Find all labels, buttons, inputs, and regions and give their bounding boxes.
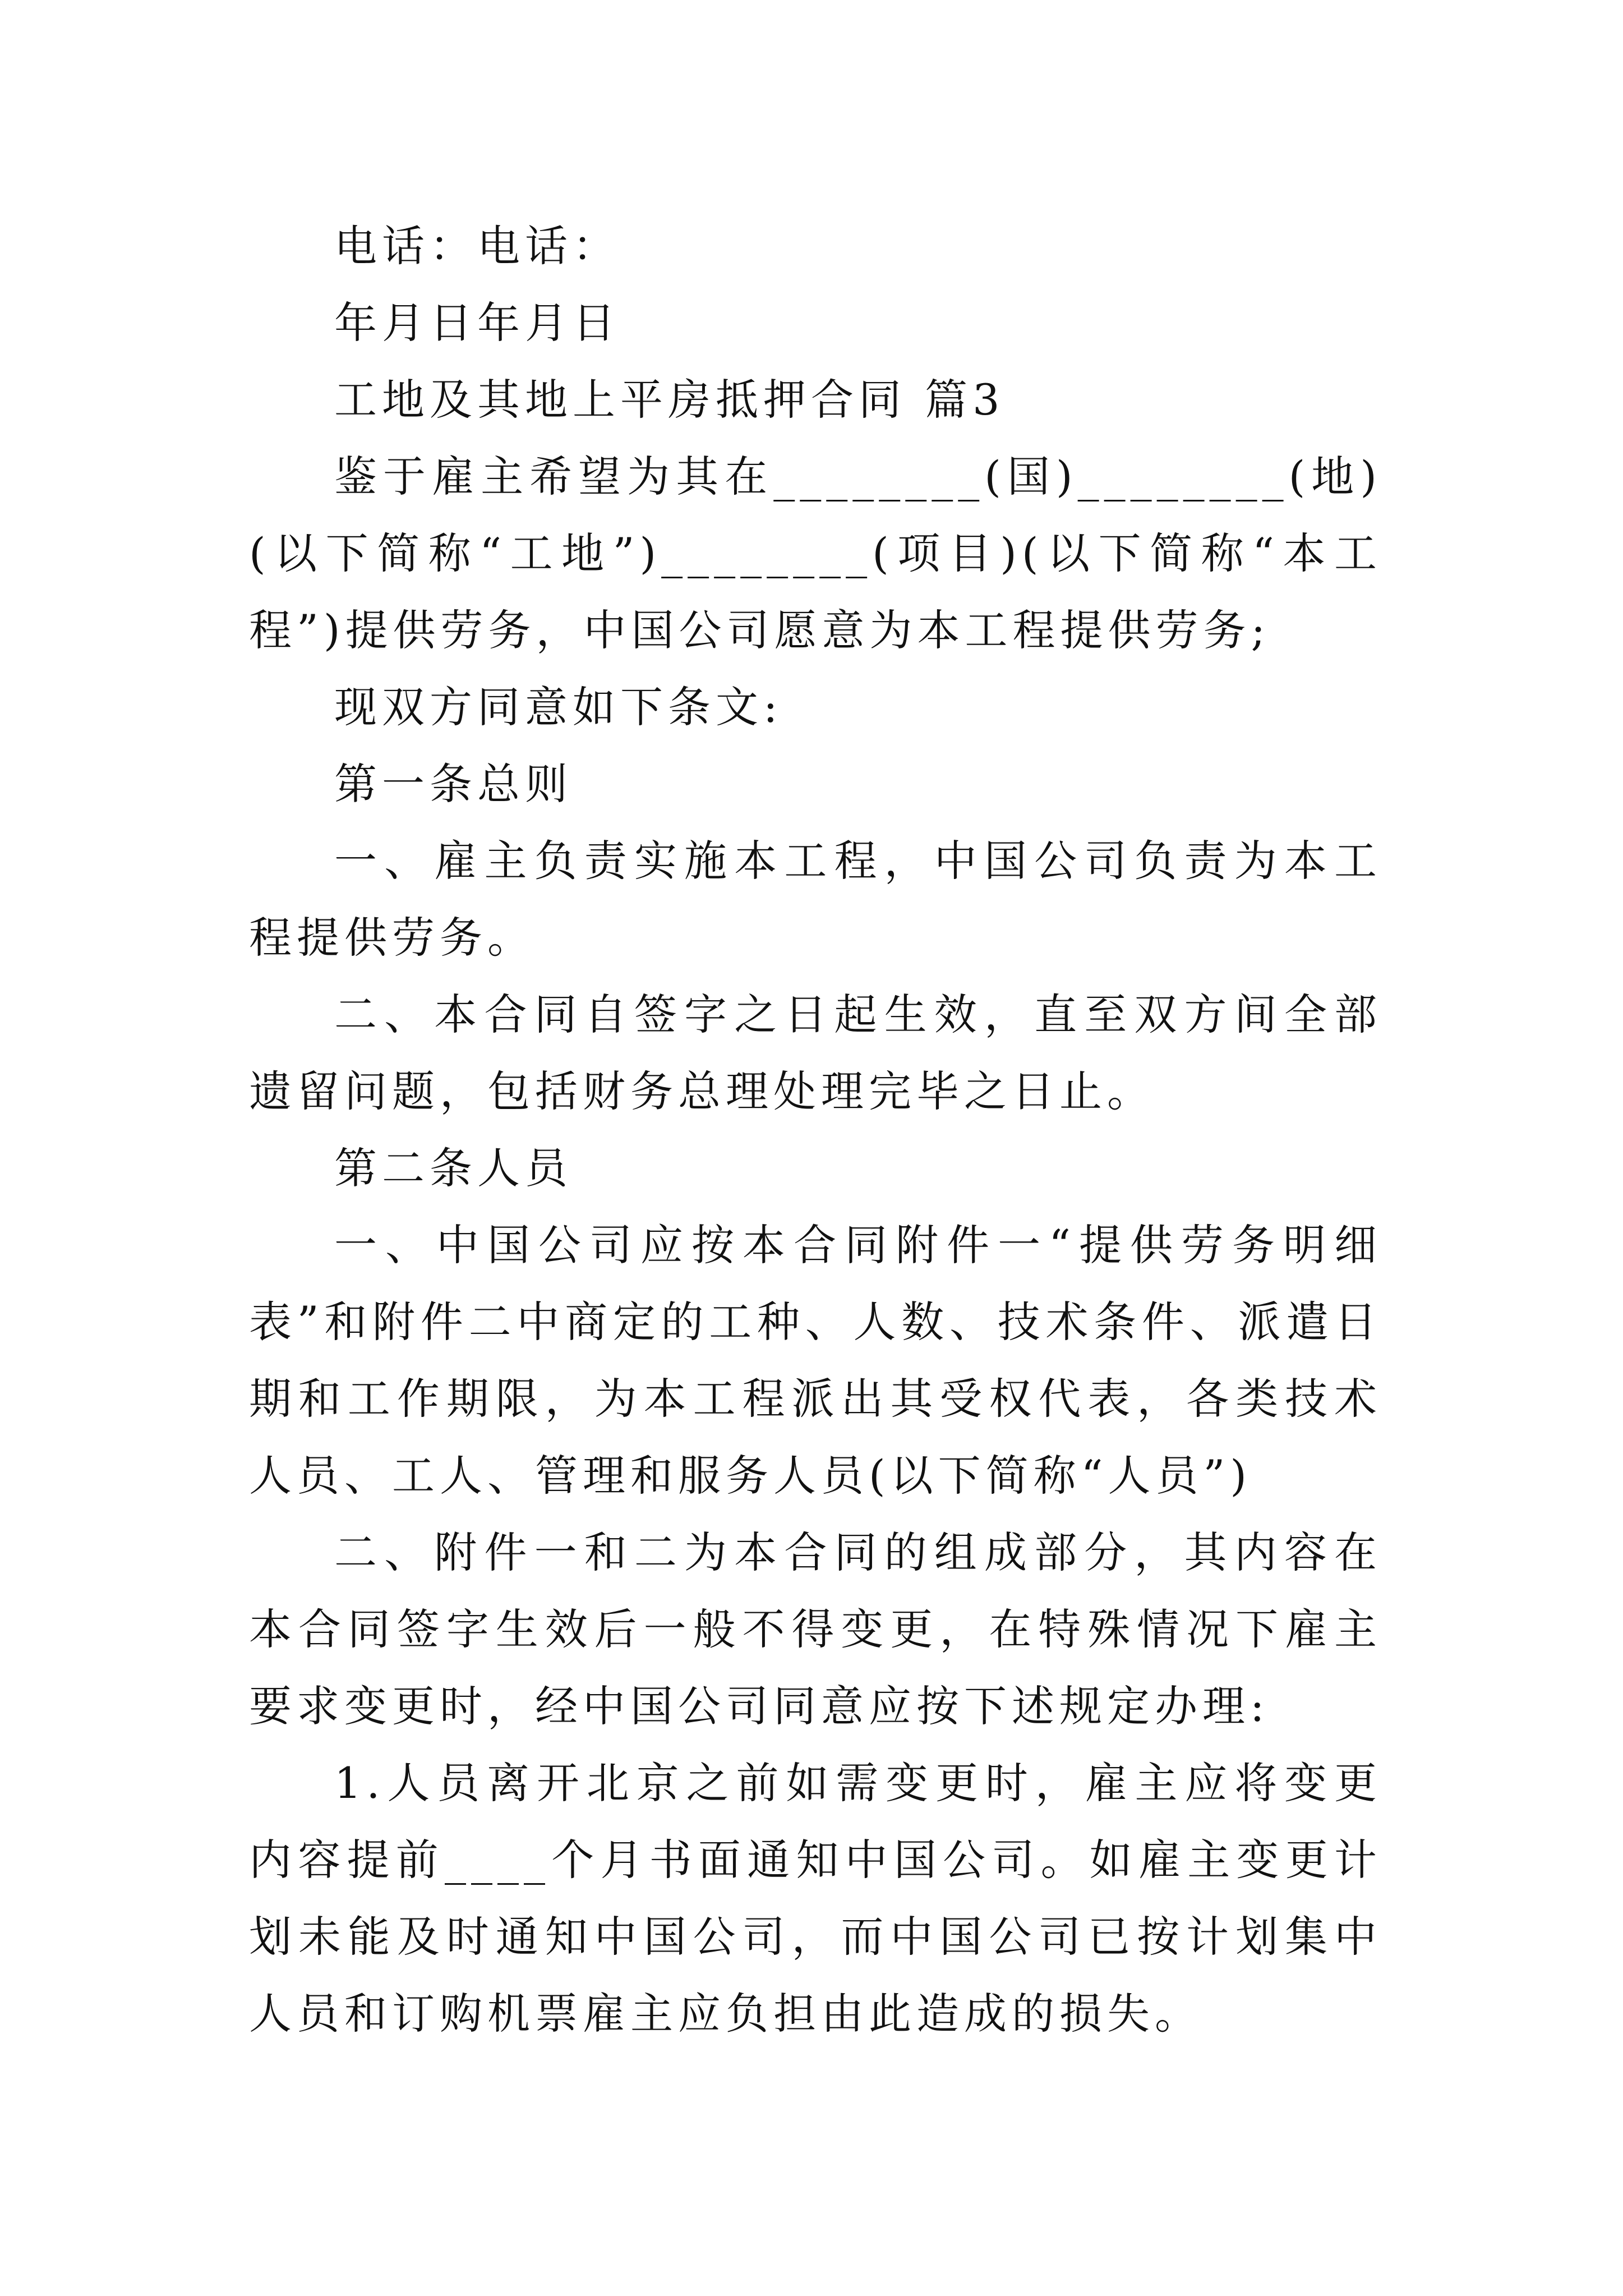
article-1-clause-2: 二、本合同自签字之日起生效，直至双方间全部遗留问题，包括财务总理处理完毕之日止。 <box>249 990 1382 1116</box>
date-line: 年月日年月日 <box>334 298 620 348</box>
article-1-heading: 第一条总则 <box>334 759 573 809</box>
article-2-heading: 第二条人员 <box>334 1143 573 1193</box>
preamble-paragraph: 鉴于雇主希望为其在________(国)________(地)(以下简称“工地”)________(项目)(以下简称“本工程”)提供劳务，中国公司愿意为本工程提供劳务; <box>249 452 1382 655</box>
article-2-clause-1: 一、中国公司应按本合同附件一“提供劳务明细表”和附件二中商定的工种、人数、技术条件、派遣日期和工作期限，为本工程派出其受权代表，各类技术人员、工人、管理和服务人员(以下简称“人员”) <box>249 1220 1382 1501</box>
agreement-intro: 现双方同意如下条文: <box>334 682 783 732</box>
article-1-clause-1: 一、雇主负责实施本工程，中国公司负责为本工程提供劳务。 <box>249 836 1382 963</box>
contract-title: 工地及其地上平房抵押合同 篇3 <box>334 375 1005 425</box>
article-2-clause-2: 二、附件一和二为本合同的组成部分，其内容在本合同签字生效后一般不得变更，在特殊情况下雇主要求变更时，经中国公司同意应按下述规定办理: <box>249 1527 1382 1731</box>
document-body <box>249 208 1382 2052</box>
article-2-item-1: 1.人员离开北京之前如需变更时，雇主应将变更内容提前____个月书面通知中国公司。如雇主变更计划未能及时通知中国公司，而中国公司已按计划集中人员和订购机票雇主应负担由此造成的损失。 <box>249 1758 1382 2039</box>
phone-line: 电话：电话： <box>334 221 620 271</box>
